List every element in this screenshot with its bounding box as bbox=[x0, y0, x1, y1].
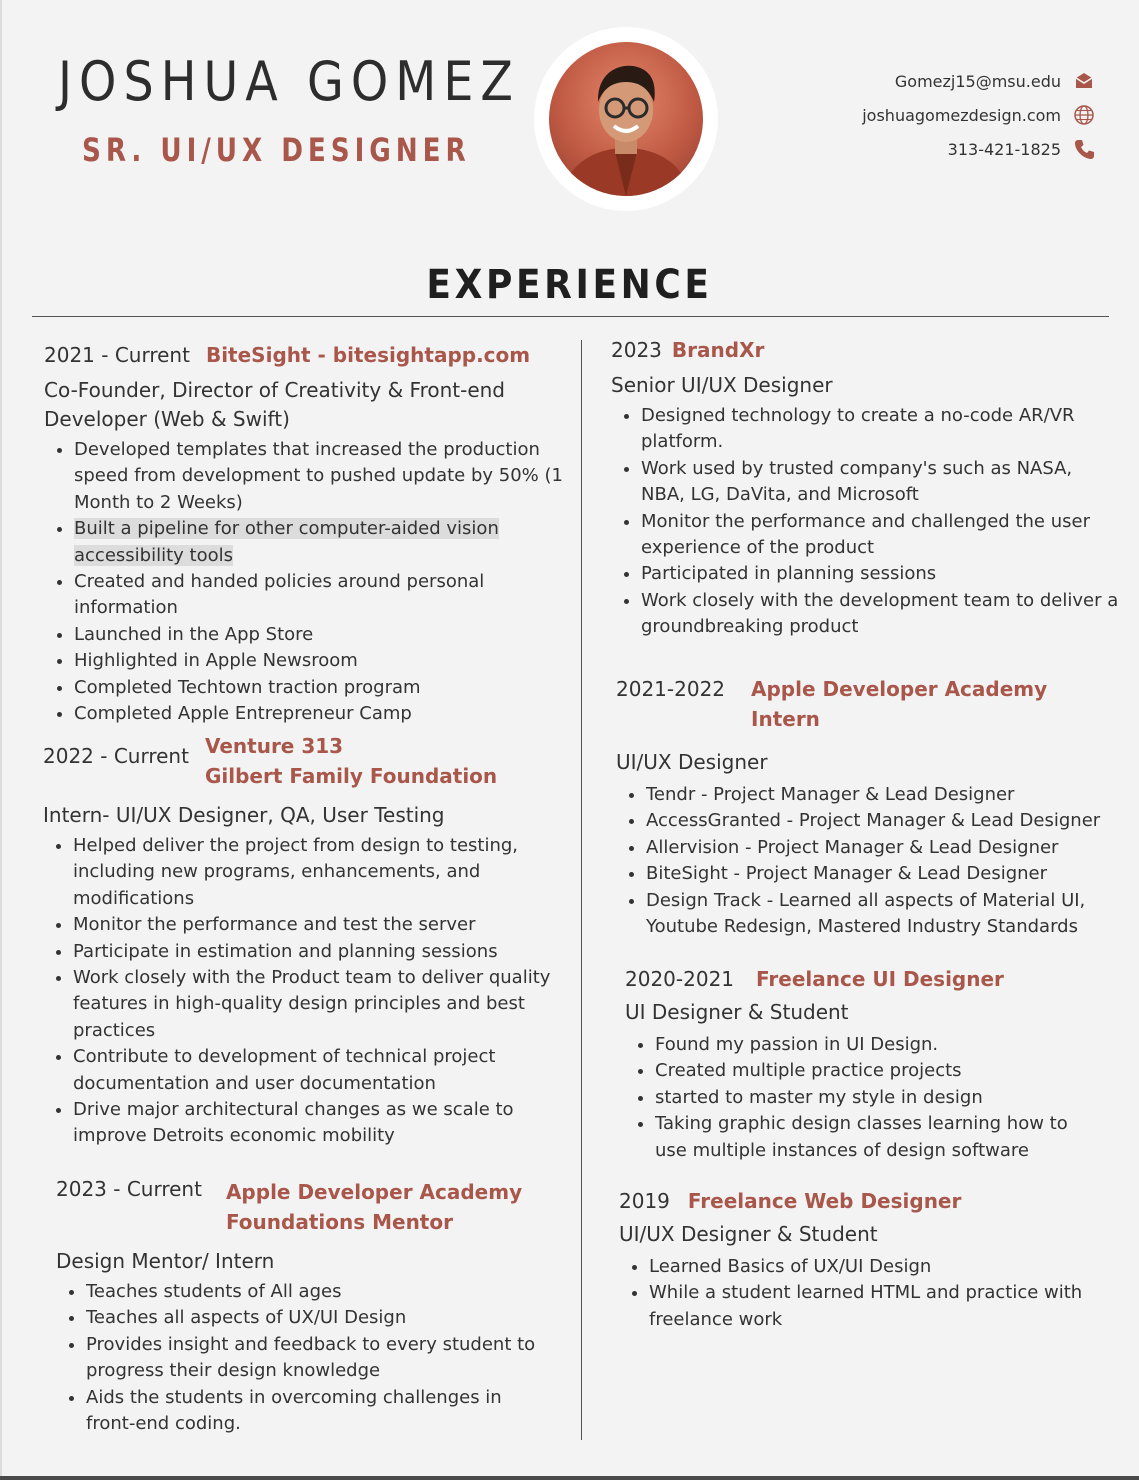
website-text[interactable]: joshuagomezdesign.com bbox=[862, 105, 1061, 125]
job-header bbox=[616, 674, 1116, 734]
list-item bbox=[74, 516, 564, 569]
list-item: • Participate in estimation and planning sessions bbox=[73, 939, 568, 965]
job-date: 2023 - Current bbox=[56, 1177, 202, 1201]
list-item: • Created and handed policies around personal information bbox=[74, 569, 564, 622]
list-item: • Designed technology to create a no-code AR/VR platform. bbox=[641, 403, 1121, 456]
job-role: UI/UX Designer bbox=[616, 750, 768, 774]
list-item: • Teaches all aspects of UX/UI Design bbox=[86, 1305, 556, 1331]
job-company: Freelance UI Designer bbox=[756, 967, 1004, 991]
phone-text[interactable]: 313-421-1825 bbox=[947, 139, 1061, 159]
job-header bbox=[44, 340, 564, 370]
list-item: • BiteSight - Project Manager & Lead Designer bbox=[646, 861, 1116, 887]
list-item: • Highlighted in Apple Newsroom bbox=[74, 648, 564, 674]
contact-phone[interactable] bbox=[695, 132, 1095, 166]
job-role: Intern- UI/UX Designer, QA, User Testing bbox=[43, 803, 445, 827]
page-left-edge bbox=[0, 0, 2, 1480]
job-brandxr bbox=[611, 335, 1121, 641]
column-divider bbox=[581, 340, 582, 1440]
job-bullets bbox=[616, 782, 1116, 940]
job-bullets bbox=[56, 1279, 556, 1437]
candidate-title: SR. UI/UX DESIGNER bbox=[82, 131, 471, 169]
job-date: 2020-2021 bbox=[625, 967, 735, 991]
job-freelance-ui bbox=[625, 964, 1105, 1164]
job-header bbox=[625, 964, 1105, 994]
list-item: • Learned Basics of UX/UI Design bbox=[649, 1254, 1109, 1280]
page-bottom-edge bbox=[0, 1476, 1139, 1480]
candidate-name: JOSHUA GOMEZ bbox=[58, 50, 520, 113]
phone-icon bbox=[1073, 138, 1095, 160]
list-item: • Design Track - Learned all aspects of Material UI, Youtube Redesign, Mastered Industry Standards bbox=[646, 888, 1116, 941]
company-name-line2: Gilbert Family Foundation bbox=[204, 764, 498, 788]
list-item: • Teaches students of All ages bbox=[86, 1279, 556, 1305]
highlighted-text: Built a pipeline for other computer-aided vision accessibility tools bbox=[74, 518, 499, 566]
job-freelance-web bbox=[619, 1186, 1109, 1333]
job-company bbox=[205, 731, 497, 791]
list-item: • Allervision - Project Manager & Lead Designer bbox=[646, 835, 1116, 861]
heading-divider bbox=[32, 316, 1109, 317]
list-item: • Taking graphic design classes learning how to use multiple instances of design software bbox=[655, 1111, 1105, 1164]
list-item: • started to master my style in design bbox=[655, 1085, 1105, 1111]
company-name-line2: Foundations Mentor bbox=[225, 1210, 453, 1234]
list-item: • While a student learned HTML and practice with freelance work bbox=[649, 1280, 1109, 1333]
job-bullets bbox=[44, 437, 564, 727]
job-bullets bbox=[625, 1032, 1105, 1164]
list-item: • Completed Techtown traction program bbox=[74, 675, 564, 701]
list-item: • Drive major architectural changes as we scale to improve Detroits economic mobility bbox=[73, 1097, 568, 1150]
envelope-icon bbox=[1073, 70, 1095, 92]
contact-website[interactable] bbox=[695, 98, 1095, 132]
job-header bbox=[56, 1177, 556, 1237]
contact-email[interactable] bbox=[695, 64, 1095, 98]
job-date: 2022 - Current bbox=[43, 744, 189, 768]
contact-info bbox=[695, 64, 1095, 166]
list-item: • Launched in the App Store bbox=[74, 622, 564, 648]
job-bullets bbox=[619, 1254, 1109, 1333]
job-date: 2023 bbox=[611, 338, 662, 362]
list-item: • Provides insight and feedback to every student to progress their design knowledge bbox=[86, 1332, 556, 1385]
job-company: BrandXr bbox=[671, 338, 765, 362]
job-role: UI Designer & Student bbox=[625, 1000, 849, 1024]
person-portrait-icon bbox=[549, 42, 703, 196]
list-item: • Work closely with the Product team to deliver quality features in high-quality design principles and best practices bbox=[73, 965, 568, 1044]
list-item: • Participated in planning sessions bbox=[641, 561, 1121, 587]
job-bullets bbox=[611, 403, 1121, 641]
job-apple-academy bbox=[616, 674, 1116, 940]
job-apple-mentor bbox=[56, 1177, 556, 1437]
list-item: • Created multiple practice projects bbox=[655, 1058, 1105, 1084]
job-role: Co-Founder, Director of Creativity & Front-end Developer (Web & Swift) bbox=[44, 378, 506, 431]
job-header bbox=[611, 335, 1121, 365]
list-item: • Work closely with the development team to deliver a groundbreaking product bbox=[641, 588, 1121, 641]
job-company: Freelance Web Designer bbox=[687, 1189, 962, 1213]
job-bullets bbox=[43, 833, 568, 1150]
globe-icon bbox=[1073, 104, 1095, 126]
list-item: • Contribute to development of technical project documentation and user documentation bbox=[73, 1044, 568, 1097]
job-date: 2021 - Current bbox=[44, 343, 190, 367]
job-company bbox=[226, 1177, 522, 1237]
experience-heading: EXPERIENCE bbox=[426, 262, 713, 308]
list-item: • Monitor the performance and challenged the user experience of the product bbox=[641, 509, 1121, 562]
job-date: 2019 bbox=[619, 1189, 670, 1213]
job-venture-313 bbox=[43, 731, 568, 1150]
list-item: • Found my passion in UI Design. bbox=[655, 1032, 1105, 1058]
list-item: • Developed templates that increased the production speed from development to pushed update by 50% (1 Month to 2 Weeks) bbox=[74, 437, 564, 516]
list-item: • Work used by trusted company's such as NASA, NBA, LG, DaVita, and Microsoft bbox=[641, 456, 1121, 509]
list-item: • Tendr - Project Manager & Lead Designer bbox=[646, 782, 1116, 808]
list-item: • Monitor the performance and test the server bbox=[73, 912, 568, 938]
list-item: • Completed Apple Entrepreneur Camp bbox=[74, 701, 564, 727]
profile-photo bbox=[549, 42, 703, 196]
company-name-line1: Apple Developer Academy bbox=[225, 1180, 523, 1204]
job-header bbox=[43, 731, 568, 791]
job-date: 2021-2022 bbox=[616, 677, 726, 701]
job-role: Design Mentor/ Intern bbox=[56, 1249, 275, 1273]
list-item: • AccessGranted - Project Manager & Lead Designer bbox=[646, 808, 1116, 834]
profile-photo-frame bbox=[534, 27, 718, 211]
company-name-line1: Venture 313 bbox=[204, 734, 344, 758]
list-item: • Aids the students in overcoming challenges in front-end coding. bbox=[86, 1385, 556, 1438]
job-bitesight bbox=[44, 340, 564, 727]
list-item: • Helped deliver the project from design to testing, including new programs, enhancements, and modifications bbox=[73, 833, 568, 912]
job-role: UI/UX Designer & Student bbox=[619, 1222, 878, 1246]
job-company: Apple Developer Academy Intern bbox=[751, 677, 1048, 731]
job-company: BiteSight - bitesightapp.com bbox=[205, 343, 531, 367]
job-header bbox=[619, 1186, 1109, 1216]
job-role: Senior UI/UX Designer bbox=[611, 373, 833, 397]
email-text[interactable]: Gomezj15@msu.edu bbox=[894, 71, 1061, 91]
